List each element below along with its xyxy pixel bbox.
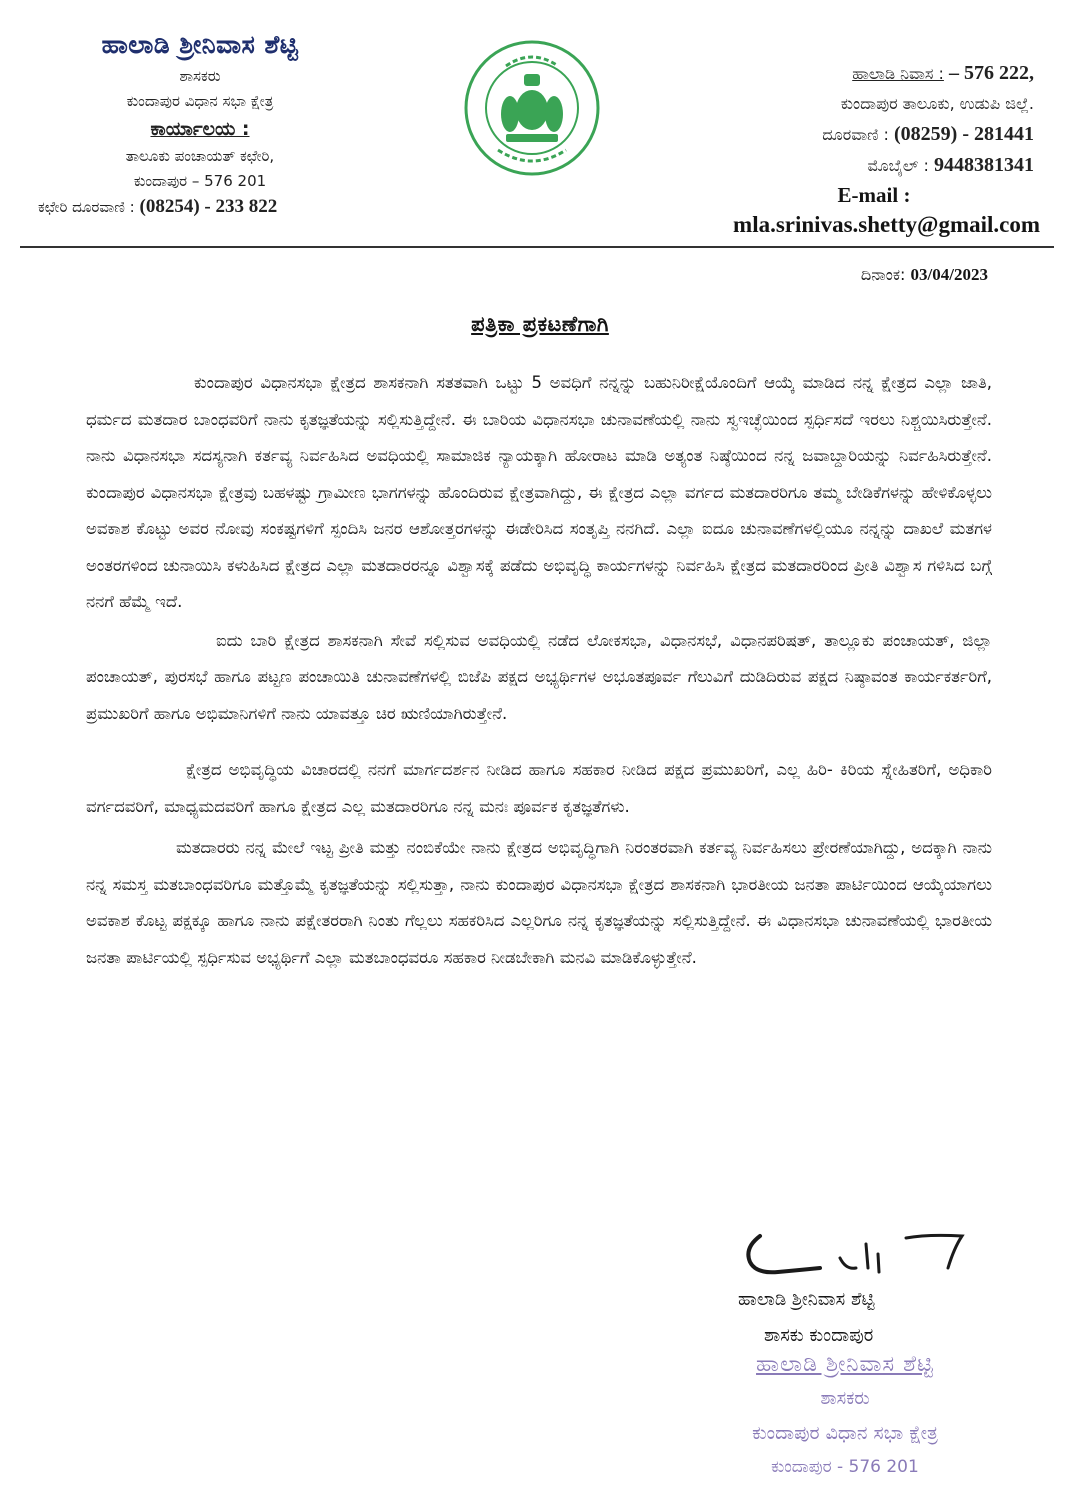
residence-label: ಹಾಲಾಡಿ ನಿವಾಸ : xyxy=(852,64,944,83)
office-city: ಕುಂದಾಪುರ – 576 201 xyxy=(133,172,267,190)
residence-pin: – 576 222, xyxy=(949,62,1034,84)
letter-body xyxy=(86,365,992,976)
stamp-constituency: ಕುಂದಾಪುರ ವಿಧಾನ ಸಭಾ ಕ್ಷೇತ್ರ xyxy=(752,1422,938,1444)
phone-label: ದೂರವಾಣಿ : xyxy=(822,125,889,144)
signatory-role: ಶಾಸಕು ಕುಂದಾಪುರ xyxy=(764,1325,874,1346)
official-stamp xyxy=(700,1348,990,1484)
office-label: ಕಾರ್ಯಾಲಯ : xyxy=(150,118,250,140)
stamp-city: ಕುಂದಾಪುರ - 576 201 xyxy=(771,1457,919,1477)
letterhead-role: ಶಾಸಕರು xyxy=(179,67,221,85)
letterhead-constituency: ಕುಂದಾಪುರ ವಿಧಾನ ಸಭಾ ಕ್ಷೇತ್ರ xyxy=(126,92,274,110)
phone-row xyxy=(634,119,1034,150)
paragraph-4: ಮತದಾರರು ನನ್ನ ಮೇಲೆ ಇಟ್ಟ ಪ್ರೀತಿ ಮತ್ತು ನಂಬಿಕೆಯೇ ನಾನು ಕ್ಷೇತ್ರದ ಅಭಿವೃದ್ಧಿಗಾಗಿ ನಿರಂತರವಾಗಿ ಕರ್ತವ್ಯ ನಿರ್ವಹಿಸಲು ಪ್ರೇರಣೆಯಾಗಿದ್ದು, ಅದಕ್ಕಾಗಿ ನಾನು ನನ್ನ ಸಮಸ್ತ ಮತಬಾಂಧವರಿಗೂ ಮತ್ತೊಮ್ಮೆ ಕೃತಜ್ಞತೆಯನ್ನು ಸಲ್ಲಿಸುತ್ತಾ, ನಾನು ಕುಂದಾಪುರ ವಿಧಾನಸಭಾ ಕ್ಷೇತ್ರದ ಶಾಸಕನಾಗಿ ಭಾರತೀಯ ಜನತಾ ಪಾರ್ಟಿಯಿಂದ ಆಯ್ಕೆಯಾಗಲು ಅವಕಾಶ ಕೊಟ್ಟ ಪಕ್ಷಕ್ಕೂ ಹಾಗೂ ನಾನು ಪಕ್ಷೇತರರಾಗಿ ನಿಂತು ಗೆಲ್ಲಲು ಸಹಕರಿಸಿದ ಎಲ್ಲರಿಗೂ ನನ್ನ ಕೃತಜ್ಞತೆಯನ್ನು ಸಲ್ಲಿಸುತ್ತಿದ್ದೇನೆ. ಈ ವಿಧಾನಸಭಾ ಚುನಾವಣೆಯಲ್ಲಿ ಭಾರತೀಯ ಜನತಾ ಪಾರ್ಟಿಯಲ್ಲಿ ಸ್ಪರ್ಧಿಸುವ ಅಭ್ಯರ್ಥಿಗೆ ಎಲ್ಲಾ ಮತಬಾಂಧವರೂ ಸಹಕಾರ ನೀಡಬೇಕಾಗಿ ಮನವಿ ಮಾಡಿಕೊಳ್ಳುತ್ತೇನೆ. xyxy=(86,838,992,967)
letterhead-left xyxy=(20,30,380,220)
date-value: 03/04/2023 xyxy=(910,265,988,284)
email-address: mla.srinivas.shetty@gmail.com xyxy=(733,212,1040,237)
paragraph-3: ಕ್ಷೇತ್ರದ ಅಭಿವೃದ್ಧಿಯ ವಿಚಾರದಲ್ಲಿ ನನಗೆ ಮಾರ್ಗದರ್ಶನ ನೀಡಿದ ಹಾಗೂ ಸಹಕಾರ ನೀಡಿದ ಪಕ್ಷದ ಪ್ರಮುಖರಿಗೆ, ಎಲ್ಲ ಹಿರಿ- ಕಿರಿಯ ಸ್ನೇಹಿತರಿಗೆ, ಅಧಿಕಾರಿ ವರ್ಗದವರಿಗೆ, ಮಾಧ್ಯಮದವರಿಗೆ ಹಾಗೂ ಕ್ಷೇತ್ರದ ಎಲ್ಲ ಮತದಾರರಿಗೂ ನನ್ನ ಮನಃ ಪೂರ್ವಕ ಕೃತಜ್ಞತೆಗಳು. xyxy=(86,760,992,816)
office-phone-label: ಕಛೇರಿ ದೂರವಾಣಿ : xyxy=(38,198,135,216)
residence-row xyxy=(634,58,1034,89)
taluk: ಕುಂದಾಪುರ ತಾಲೂಕು, ಉಡುಪಿ ಜಿಲ್ಲೆ. xyxy=(840,94,1034,113)
office-phone: (08254) - 233 822 xyxy=(139,196,278,217)
office-phone-row xyxy=(20,194,380,220)
mobile-label: ಮೊಬೈಲ್ : xyxy=(867,156,929,175)
mobile-row xyxy=(634,150,1034,181)
signatory-name: ಹಾಲಾಡಿ ಶ್ರೀನಿವಾಸ ಶೆಟ್ಟಿ xyxy=(738,1289,875,1310)
letterhead-divider xyxy=(20,246,1054,248)
office-address: ತಾಲೂಕು ಪಂಚಾಯತ್ ಕಛೇರಿ, xyxy=(125,147,275,165)
letterhead-name: ಹಾಲಾಡಿ ಶ್ರೀನಿವಾಸ ಶೆಟ್ಟಿ xyxy=(101,30,299,59)
date xyxy=(861,265,988,285)
mobile-number: 9448381341 xyxy=(934,154,1034,176)
karnataka-government-emblem-icon xyxy=(462,38,602,178)
email-label: E-mail : xyxy=(837,183,911,207)
paragraph-2: ಐದು ಬಾರಿ ಕ್ಷೇತ್ರದ ಶಾಸಕನಾಗಿ ಸೇವೆ ಸಲ್ಲಿಸುವ ಅವಧಿಯಲ್ಲಿ ನಡೆದ ಲೋಕಸಭಾ, ವಿಧಾನಸಭೆ, ವಿಧಾನಪರಿಷತ್, ತಾಲ್ಲೂಕು ಪಂಚಾಯತ್, ಜಿಲ್ಲಾ ಪಂಚಾಯತ್, ಪುರಸಭೆ ಹಾಗೂ ಪಟ್ಟಣ ಪಂಚಾಯಿತಿ ಚುನಾವಣೆಗಳಲ್ಲಿ ಬಿಜೆಪಿ ಪಕ್ಷದ ಅಭ್ಯರ್ಥಿಗಳ ಅಭೂತಪೂರ್ವ ಗೆಲುವಿಗೆ ದುಡಿದಿರುವ ಪಕ್ಷದ ನಿಷ್ಠಾವಂತ ಕಾರ್ಯಕರ್ತರಿಗೆ, ಪ್ರಮುಖರಿಗೆ ಹಾಗೂ ಅಭಿಮಾನಿಗಳಿಗೆ ನಾನು ಯಾವತ್ತೂ ಚಿರ ಋಣಿಯಾಗಿರುತ್ತೇನೆ. xyxy=(86,630,992,723)
phone-number: (08259) - 281441 xyxy=(894,123,1034,145)
handwritten-signature xyxy=(738,1228,983,1286)
paragraph-1: ಕುಂದಾಪುರ ವಿಧಾನಸಭಾ ಕ್ಷೇತ್ರದ ಶಾಸಕನಾಗಿ ಸತತವಾಗಿ ಒಟ್ಟು 5 ಅವಧಿಗೆ ನನ್ನನ್ನು ಬಹುನಿರೀಕ್ಷೆಯೊಂದಿಗೆ ಆಯ್ಕೆ ಮಾಡಿದ ನನ್ನ ಕ್ಷೇತ್ರದ ಎಲ್ಲಾ ಜಾತಿ, ಧರ್ಮದ ಮತದಾರ ಬಾಂಧವರಿಗೆ ನಾನು ಕೃತಜ್ಞತೆಯನ್ನು ಸಲ್ಲಿಸುತ್ತಿದ್ದೇನೆ. ಈ ಬಾರಿಯ ವಿಧಾನಸಭಾ ಚುನಾವಣೆಯಲ್ಲಿ ನಾನು ಸ್ವಇಚ್ಛೆಯಿಂದ ಸ್ಪರ್ಧಿಸದೆ ಇರಲು ನಿಶ್ಚಯಿಸಿರುತ್ತೇನೆ. ನಾನು ವಿಧಾನಸಭಾ ಸದಸ್ಯನಾಗಿ ಕರ್ತವ್ಯ ನಿರ್ವಹಿಸಿದ ಅವಧಿಯಲ್ಲಿ ಸಾಮಾಜಿಕ ನ್ಯಾಯಕ್ಕಾಗಿ ಹೋರಾಟ ಮಾಡಿ ಅತ್ಯಂತ ನಿಷ್ಠೆಯಿಂದ ನನ್ನ ಜವಾಬ್ದಾರಿಯನ್ನು ನಿರ್ವಹಿಸಿರುತ್ತೇನೆ. ಕುಂದಾಪುರ ವಿಧಾನಸಭಾ ಕ್ಷೇತ್ರವು ಬಹಳಷ್ಟು ಗ್ರಾಮೀಣ ಭಾಗಗಳನ್ನು ಹೊಂದಿರುವ ಕ್ಷೇತ್ರವಾಗಿದ್ದು, ಈ ಕ್ಷೇತ್ರದ ಎಲ್ಲಾ ವರ್ಗದ ಮತದಾರರಿಗೂ ತಮ್ಮ ಬೇಡಿಕೆಗಳನ್ನು ಹೇಳಿಕೊಳ್ಳಲು ಅವಕಾಶ ಕೊಟ್ಟು ಅವರ ನೋವು ಸಂಕಷ್ಟಗಳಿಗೆ ಸ್ಪಂದಿಸಿ ಜನರ ಆಶೋತ್ತರಗಳನ್ನು ಈಡೇರಿಸಿದ ಸಂತೃಪ್ತಿ ನನಗಿದೆ. ಎಲ್ಲಾ ಐದೂ ಚುನಾವಣೆಗಳಲ್ಲಿಯೂ ನನ್ನನ್ನು ದಾಖಲೆ ಮತಗಳ ಅಂತರಗಳಿಂದ ಚುನಾಯಿಸಿ ಕಳುಹಿಸಿದ ಕ್ಷೇತ್ರದ ಎಲ್ಲಾ ಮತದಾರರನ್ನೂ ವಿಶ್ವಾಸಕ್ಕೆ ಪಡೆದು ಅಭಿವೃದ್ಧಿ ಕಾರ್ಯಗಳನ್ನು ನಿರ್ವಹಿಸಿ ಕ್ಷೇತ್ರದ ಮತದಾರರಿಂದ ಪ್ರೀತಿ ವಿಶ್ವಾಸ ಗಳಿಸಿದ ಬಗ್ಗೆ ನನಗೆ ಹೆಮ್ಮೆ ಇದೆ. xyxy=(86,373,992,611)
stamp-name: ಹಾಲಾಡಿ ಶ್ರೀನಿವಾಸ ಶೆಟ್ಟಿ xyxy=(756,1352,934,1377)
date-label: ದಿನಾಂಕ: xyxy=(860,265,906,284)
press-release-heading: ಪತ್ರಿಕಾ ಪ್ರಕಟಣೆಗಾಗಿ xyxy=(471,312,609,336)
letterhead-right xyxy=(634,58,1040,241)
stamp-role: ಶಾಸಕರು xyxy=(820,1388,870,1409)
